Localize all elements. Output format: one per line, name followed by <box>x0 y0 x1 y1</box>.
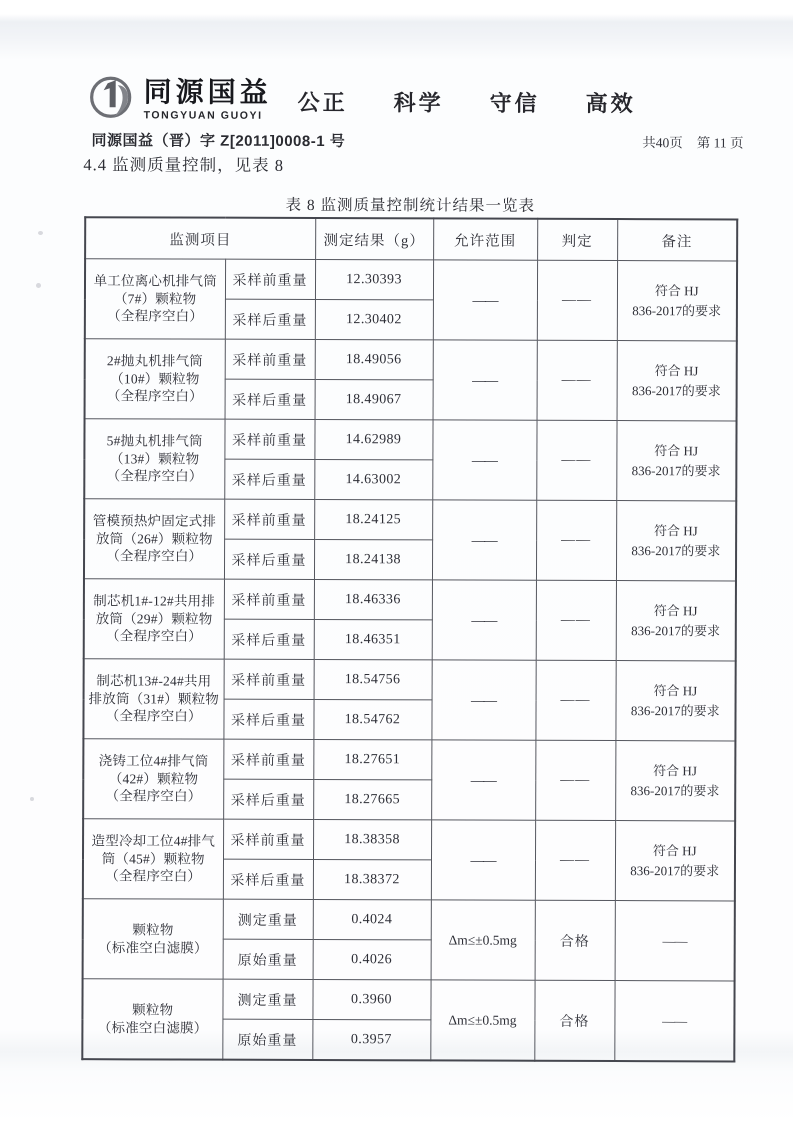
weight-label-cell: 采样前重量 <box>223 739 313 779</box>
tongyuan-logo-icon <box>88 73 136 125</box>
weight-value-cell: 18.54756 <box>314 659 432 699</box>
weight-label-cell: 采样前重量 <box>225 339 315 379</box>
weight-value-cell: 0.4024 <box>313 899 431 939</box>
qc-results-table <box>81 216 738 1062</box>
allowed-range-cell: —— <box>432 580 536 660</box>
allowed-range-cell: Δm≤±0.5mg <box>431 900 535 980</box>
header-range: 允许范围 <box>433 218 537 260</box>
judgement-cell: —— <box>536 420 616 500</box>
judgement-cell: —— <box>535 820 615 900</box>
allowed-range-cell: —— <box>431 660 535 740</box>
remark-cell: 符合 HJ 836-2017的要求 <box>616 581 736 661</box>
allowed-range-cell: —— <box>432 420 536 500</box>
weight-value-cell: 12.30402 <box>315 299 433 339</box>
remark-cell: —— <box>614 981 734 1062</box>
pages-total: 共40页 <box>642 135 683 151</box>
weight-label-cell: 采样后重量 <box>223 699 313 739</box>
remark-cell: —— <box>615 901 735 981</box>
table-row <box>84 659 736 701</box>
judgement-cell: —— <box>537 340 617 420</box>
allowed-range-cell: —— <box>432 500 536 580</box>
allowed-range-cell: —— <box>431 740 535 820</box>
project-cell: 制芯机1#-12#共用排 放筒（29#）颗粒物 （全程序空白） <box>84 579 224 659</box>
slogan-integrity: 守信 <box>489 90 540 116</box>
weight-value-cell: 18.38372 <box>313 859 431 899</box>
doc-meta-row <box>91 129 743 152</box>
weight-label-cell: 采样后重量 <box>223 859 313 899</box>
logo-name-cn: 同源国益 <box>143 75 272 108</box>
section-heading: 4.4 监测质量控制，见表 8 <box>83 155 285 175</box>
logo-name-en: TONGYUAN GUOYI <box>143 108 263 122</box>
judgement-cell: —— <box>536 500 616 580</box>
pagination <box>642 131 743 151</box>
weight-label-cell: 测定重量 <box>222 979 312 1019</box>
remark-cell: 符合 HJ 836-2017的要求 <box>616 501 736 581</box>
weight-value-cell: 18.24125 <box>314 499 432 539</box>
weight-label-cell: 采样后重量 <box>223 779 313 819</box>
weight-value-cell: 0.3960 <box>312 979 430 1019</box>
weight-value-cell: 18.27651 <box>313 739 431 779</box>
table-header-row <box>85 217 737 261</box>
weight-value-cell: 18.46336 <box>314 579 432 619</box>
header-remark: 备注 <box>617 219 737 261</box>
weight-value-cell: 0.3957 <box>312 1019 430 1060</box>
weight-value-cell: 14.63002 <box>314 459 432 499</box>
logo-text <box>143 75 272 122</box>
remark-cell: 符合 HJ 836-2017的要求 <box>615 661 735 741</box>
project-cell: 浇铸工位4#排气筒 （42#）颗粒物 （全程序空白） <box>83 739 223 819</box>
weight-value-cell: 18.38358 <box>313 819 431 859</box>
project-cell: 单工位离心机排气筒 （7#）颗粒物 （全程序空白） <box>85 259 225 339</box>
table-row <box>83 819 735 861</box>
slogan-row <box>298 86 636 118</box>
judgement-cell: —— <box>537 260 617 340</box>
table-row <box>85 259 737 301</box>
doc-number: 同源国益（晋）字 Z[2011]0008-1 号 <box>91 132 346 151</box>
weight-label-cell: 采样前重量 <box>224 579 314 619</box>
weight-label-cell: 采样前重量 <box>225 259 315 299</box>
table-row <box>84 579 736 621</box>
table-row <box>83 899 735 941</box>
current-page: 第 11 页 <box>696 135 744 151</box>
allowed-range-cell: —— <box>433 340 537 420</box>
remark-cell: 符合 HJ 836-2017的要求 <box>615 821 735 901</box>
weight-value-cell: 14.62989 <box>314 419 432 459</box>
weight-value-cell: 18.49056 <box>315 339 433 379</box>
allowed-range-cell: —— <box>433 260 537 340</box>
header-judgement: 判定 <box>537 219 617 261</box>
allowed-range-cell: —— <box>431 820 535 900</box>
weight-label-cell: 原始重量 <box>223 939 313 979</box>
judgement-cell: 合格 <box>534 980 614 1061</box>
weight-value-cell: 18.54762 <box>313 699 431 739</box>
judgement-cell: —— <box>535 740 615 820</box>
weight-label-cell: 采样后重量 <box>224 619 314 659</box>
qc-table-container <box>81 216 738 1062</box>
table-row <box>82 979 734 1021</box>
weight-value-cell: 12.30393 <box>315 259 433 299</box>
weight-label-cell: 采样后重量 <box>225 379 315 419</box>
remark-cell: 符合 HJ 836-2017的要求 <box>617 261 737 341</box>
header-result: 测定结果（g） <box>315 218 433 260</box>
remark-cell: 符合 HJ 836-2017的要求 <box>617 341 737 421</box>
slogan-efficiency: 高效 <box>585 90 636 117</box>
weight-label-cell: 采样前重量 <box>224 499 314 539</box>
project-cell: 2#抛丸机排气筒 （10#）颗粒物 （全程序空白） <box>85 339 225 419</box>
weight-value-cell: 18.24138 <box>314 539 432 579</box>
letterhead <box>88 73 272 126</box>
table-row <box>84 499 736 541</box>
weight-label-cell: 采样后重量 <box>225 299 315 339</box>
weight-label-cell: 采样后重量 <box>224 539 314 579</box>
table-row <box>84 419 736 461</box>
slogan-fairness: 公正 <box>297 89 348 116</box>
header-project: 监测项目 <box>85 217 315 259</box>
weight-value-cell: 0.4026 <box>313 939 431 979</box>
table-row <box>83 739 735 781</box>
project-cell: 管模预热炉固定式排 放筒（26#）颗粒物 （全程序空白） <box>84 499 224 579</box>
project-cell: 5#抛丸机排气筒 （13#）颗粒物 （全程序空白） <box>84 419 224 499</box>
weight-value-cell: 18.49067 <box>315 379 433 419</box>
weight-value-cell: 18.27665 <box>313 779 431 819</box>
project-cell: 颗粒物 （标准空白滤膜） <box>82 979 222 1060</box>
weight-label-cell: 采样前重量 <box>223 819 313 859</box>
table-row <box>85 339 737 381</box>
weight-value-cell: 18.46351 <box>314 619 432 659</box>
remark-cell: 符合 HJ 836-2017的要求 <box>615 741 735 821</box>
weight-label-cell: 采样后重量 <box>224 459 314 499</box>
project-cell: 制芯机13#-24#共用 排放筒（31#）颗粒物 （全程序空白） <box>83 659 223 739</box>
judgement-cell: 合格 <box>535 900 615 980</box>
weight-label-cell: 采样前重量 <box>224 419 314 459</box>
remark-cell: 符合 HJ 836-2017的要求 <box>616 421 736 501</box>
slogan-science: 科学 <box>393 90 444 116</box>
allowed-range-cell: Δm≤±0.5mg <box>430 980 534 1061</box>
project-cell: 造型冷却工位4#排气 筒（45#）颗粒物 （全程序空白） <box>83 819 223 899</box>
weight-label-cell: 采样前重量 <box>224 659 314 699</box>
weight-label-cell: 原始重量 <box>222 1019 312 1060</box>
project-cell: 颗粒物 （标准空白滤膜） <box>83 899 223 979</box>
judgement-cell: —— <box>535 660 615 740</box>
weight-label-cell: 测定重量 <box>223 899 313 939</box>
judgement-cell: —— <box>536 580 616 660</box>
table-title: 表 8 监测质量控制统计结果一览表 <box>285 196 536 215</box>
